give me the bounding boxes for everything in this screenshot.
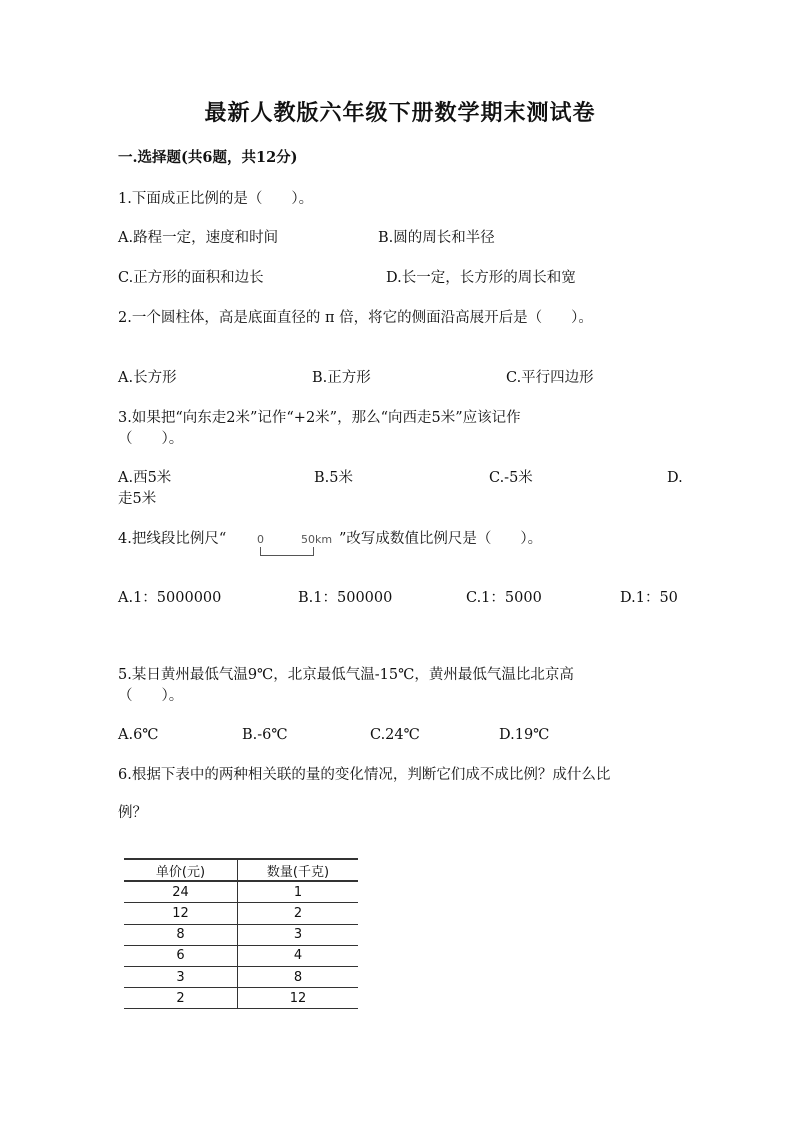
table-cell-price: 6 <box>124 945 238 966</box>
scale-bar-line <box>260 547 314 556</box>
question-1-stem: 1.下面成正比例的是（ ）。 <box>118 191 314 207</box>
table-cell-quantity: 3 <box>238 924 359 945</box>
question-5-option-a: A.6℃ <box>118 727 159 743</box>
question-1-option-b: B.圆的周长和半径 <box>378 230 495 246</box>
table-cell-quantity: 12 <box>238 988 359 1009</box>
question-5-option-c: C.24℃ <box>370 727 420 743</box>
question-6-stem-line1: 6.根据下表中的两种相关联的量的变化情况，判断它们成不成比例？成什么比 <box>118 767 611 783</box>
question-1-option-d: D.长一定，长方形的周长和宽 <box>386 270 576 286</box>
table-cell-price: 24 <box>124 881 238 903</box>
question-3-stem-line1: 3.如果把“向东走2米”记作“+2米”，那么“向西走5米”应该记作 <box>118 410 521 426</box>
question-4-stem-prefix: 4.把线段比例尺“ <box>118 531 227 547</box>
question-2-stem: 2.一个圆柱体，高是底面直径的 π 倍，将它的侧面沿高展开后是（ ）。 <box>118 310 593 326</box>
table-cell-quantity: 4 <box>238 945 359 966</box>
question-5-option-b: B.-6℃ <box>242 727 288 743</box>
table-row <box>124 988 358 1009</box>
table-cell-quantity: 2 <box>238 903 359 924</box>
question-3-option-c: C.-5米 <box>489 470 533 486</box>
question-3-option-d-wrap: 走5米 <box>118 491 157 507</box>
scale-bar-figure <box>257 531 341 559</box>
question-2-option-a: A.长方形 <box>118 370 177 386</box>
section-heading: 一.选择题(共6题，共12分) <box>118 149 298 166</box>
scale-zero-label: 0 <box>257 533 264 546</box>
question-5-option-d: D.19℃ <box>499 727 550 743</box>
question-6-stem-line2: 例？ <box>118 805 147 821</box>
table-cell-quantity: 1 <box>238 881 359 903</box>
question-3-option-d: D. <box>667 470 683 486</box>
table-row <box>124 924 358 945</box>
table-cell-price: 2 <box>124 988 238 1009</box>
table-cell-quantity: 8 <box>238 966 359 987</box>
table-row <box>124 945 358 966</box>
question-3-option-a: A.西5米 <box>118 470 172 486</box>
table-cell-price: 3 <box>124 966 238 987</box>
question-4-stem-suffix: ”改写成数值比例尺是（ ）。 <box>339 531 543 547</box>
question-4-option-b: B.1：500000 <box>298 590 393 606</box>
table-header-quantity: 数量(千克) <box>238 859 359 881</box>
question-1-option-c: C.正方形的面积和边长 <box>118 270 264 286</box>
question-4-option-a: A.1：5000000 <box>118 590 222 606</box>
table-row <box>124 903 358 924</box>
question-2-option-b: B.正方形 <box>312 370 371 386</box>
price-quantity-table <box>124 858 358 1009</box>
table-cell-price: 8 <box>124 924 238 945</box>
scale-distance-label: 50km <box>301 533 333 546</box>
question-1-option-a: A.路程一定，速度和时间 <box>118 230 279 246</box>
table-header-row <box>124 859 358 881</box>
question-3-stem-line2: （ ）。 <box>118 431 184 447</box>
table-cell-price: 12 <box>124 903 238 924</box>
page-title: 最新人教版六年级下册数学期末测试卷 <box>204 100 596 126</box>
table-row <box>124 966 358 987</box>
question-2-option-c: C.平行四边形 <box>506 370 594 386</box>
question-3-option-b: B.5米 <box>314 470 353 486</box>
table-header-price: 单价(元) <box>124 859 238 881</box>
table-row <box>124 881 358 903</box>
question-5-stem-line2: （ ）。 <box>118 688 184 704</box>
question-4-option-d: D.1：50 <box>620 590 678 606</box>
question-5-stem-line1: 5.某日黄州最低气温9℃，北京最低气温-15℃，黄州最低气温比北京高 <box>118 667 574 683</box>
question-4-option-c: C.1：5000 <box>466 590 542 606</box>
